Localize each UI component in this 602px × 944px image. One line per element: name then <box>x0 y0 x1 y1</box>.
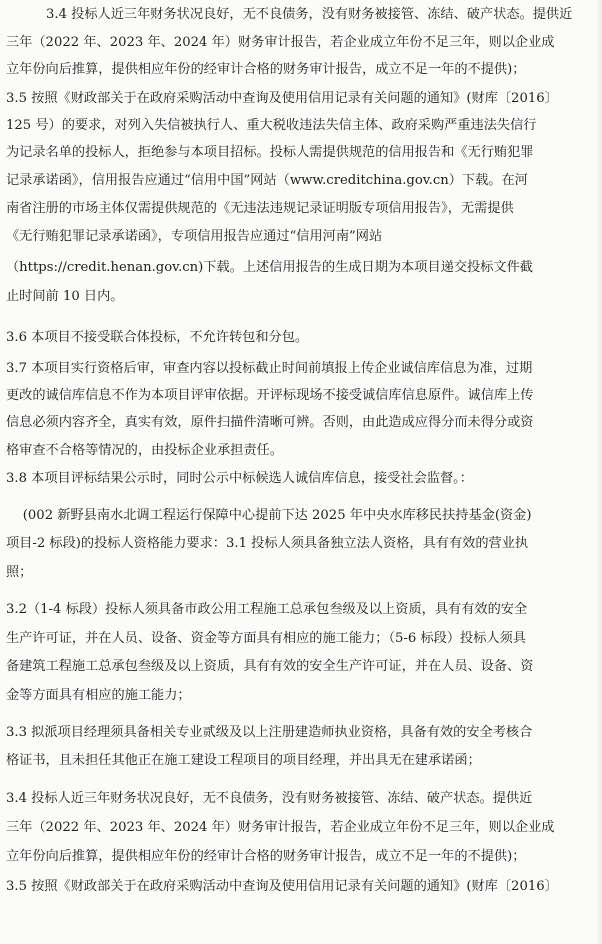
text-line: 立年份向后推算，提供相应年份的经审计合格的财务审计报告，成立不足一年的不提供)； <box>6 849 526 864</box>
text-line: (002 新野县南水北调工程运行保障中心提前下达 2025 年中央水库移民扶持基金(资金) <box>6 508 532 523</box>
text-line: 3.8 本项目评标结果公示时，同时公示中标候选人诚信库信息，接受社会监督。： <box>6 471 473 486</box>
text-line: 为记录名单的投标人，拒绝参与本项目招标。投标人需提供规范的信用报告和《无行贿犯罪 <box>6 145 534 160</box>
text-line: 金等方面具有相应的施工能力； <box>6 688 191 703</box>
text-line: 3.7 本项目实行资格后审，审查内容以投标截止时间前填报上传企业诚信库信息为准，过期 <box>6 361 533 376</box>
scan-edge-shadow <box>596 0 602 944</box>
text-line: 3.6 本项目不接受联合体投标，不允许转包和分包。 <box>6 330 309 345</box>
text-line: 125 号）的要求，对列入失信被执行人、重大税收违法失信主体、政府采购严重违法失信行 <box>6 118 537 133</box>
text-line: 三年（2022 年、2023 年、2024 年）财务审计报告，若企业成立年份不足三年，则以企业成 <box>6 35 555 50</box>
text-line: 记录承诺函》，信用报告应通过“信用中国”网站（www.creditchina.gov.cn）下载。在河 <box>6 173 528 188</box>
text-line: 3.4 投标人近三年财务状况良好，无不良债务，没有财务被接管、冻结、破产状态。提供近 <box>46 7 573 22</box>
text-line: 三年（2022 年、2023 年、2024 年）财务审计报告，若企业成立年份不足三年，则以企业成 <box>6 820 555 835</box>
text-line: 信息必须内容齐全，真实有效，原件扫描件清晰可辨。否则，由此造成应得分而未得分或资 <box>6 415 534 430</box>
text-line: 更改的诚信库信息不作为本项目评审依据。开评标现场不接受诚信库信息原件。诚信库上传 <box>6 388 534 403</box>
text-line: 项目-2 标段)的投标人资格能力要求：3.1 投标人须具备独立法人资格，具有有效的营业执 <box>6 536 529 551</box>
text-line: 止时间前 10 日内。 <box>6 289 124 304</box>
text-line: 3.5 按照《财政部关于在政府采购活动中查询及使用信用记录有关问题的通知》(财库〔2016〕 <box>6 879 558 894</box>
text-line: 格证书，且未担任其他正在施工建设工程项目的项目经理，并出具无在建承诺函； <box>6 753 481 768</box>
text-line: 3.5 按照《财政部关于在政府采购活动中查询及使用信用记录有关问题的通知》(财库〔2016〕 <box>6 91 558 106</box>
text-line: （https://credit.henan.gov.cn)下载。上述信用报告的生成日期为本项目递交投标文件截 <box>6 260 533 275</box>
text-line: 《无行贿犯罪记录承诺函》，专项信用报告应通过“信用河南”网站 <box>6 229 383 244</box>
text-line: 南省注册的市场主体仅需提供规范的《无违法违规记录证明版专项信用报告》，无需提供 <box>6 201 514 216</box>
text-line: 备建筑工程施工总承包叁级及以上资质，具有有效的安全生产许可证，并在人员、设备、资 <box>6 659 534 674</box>
text-line: 生产许可证，并在人员、设备、资金等方面具有相应的施工能力；（5-6 标段）投标人须具 <box>6 631 526 646</box>
text-line: 格审查不合格等情况的，由投标企业承担责任。 <box>6 443 283 458</box>
text-line: 立年份向后推算，提供相应年份的经审计合格的财务审计报告，成立不足一年的不提供)； <box>6 62 526 77</box>
text-line: 3.2（1-4 标段）投标人须具备市政公用工程施工总承包叁级及以上资质，具有有效的安全 <box>6 602 528 617</box>
text-line: 3.4 投标人近三年财务状况良好，无不良债务，没有财务被接管、冻结、破产状态。提供近 <box>6 791 533 806</box>
text-line: 照； <box>6 565 33 580</box>
text-line: 3.3 拟派项目经理须具备相关专业贰级及以上注册建造师执业资格，具备有效的安全考核合 <box>6 725 533 740</box>
